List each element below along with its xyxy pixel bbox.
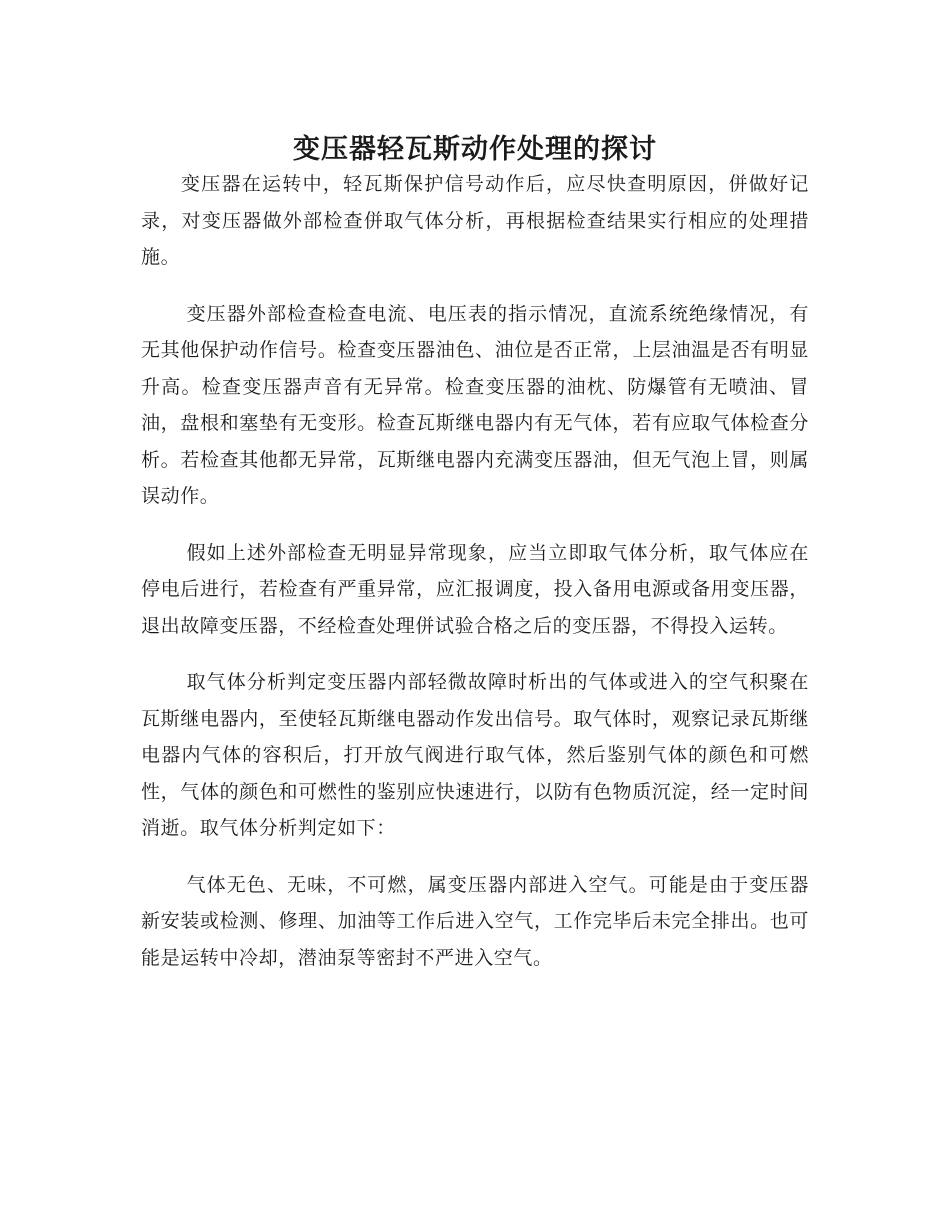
paragraph-1: 变压器在运转中，轻瓦斯保护信号动作后，应尽快查明原因，併做好记录，对变压器做外部检查併取气体分析，再根据检查结果实行相应的处理措施。 bbox=[141, 173, 809, 268]
paragraph-2: 变压器外部检查检查电流、电压表的指示情况，直流系统绝缘情况，有无其他保护动作信号。检查变压器油色、油位是否正常，上层油温是否有明显升高。检查变压器声音有无异常。检查变压器的油枕、防爆管有无喷油、冒油，盘根和塞垫有无变形。检查瓦斯继电器内有无气体，若有应取气体检查分析。若检查其他都无异常，瓦斯继电器内充满变压器油，但无气泡上冒，则属误动作。 bbox=[141, 302, 809, 507]
document-body bbox=[141, 166, 809, 996]
paragraph-3: 假如上述外部检查无明显异常现象，应当立即取气体分析，取气体应在停电后进行，若检查有严重异常，应汇报调度，投入备用电源或备用变压器，退出故障变压器，不经检查处理併试验合格之后的变压器，不得投入运转。 bbox=[141, 541, 809, 637]
paragraph-4: 取气体分析判定变压器内部轻微故障时析出的气体或进入的空气积聚在瓦斯继电器内，至使轻瓦斯继电器动作发出信号。取气体时，观察记录瓦斯继电器内气体的容积后，打开放气阀进行取气体，然后鉴别气体的颜色和可燃性，气体的颜色和可燃性的鉴别应快速进行，以防有色物质沉淀，经一定时间消逝。取气体分析判定如下： bbox=[141, 671, 809, 839]
document-title: 变压器轻瓦斯动作处理的探讨 bbox=[293, 134, 657, 166]
paragraph-5: 气体无色、无味，不可燃，属变压器内部进入空气。可能是由于变压器新安装或检测、修理、加油等工作后进入空气，工作完毕后未完全排出。也可能是运转中冷却，潜油泵等密封不严进入空气。 bbox=[141, 873, 809, 969]
